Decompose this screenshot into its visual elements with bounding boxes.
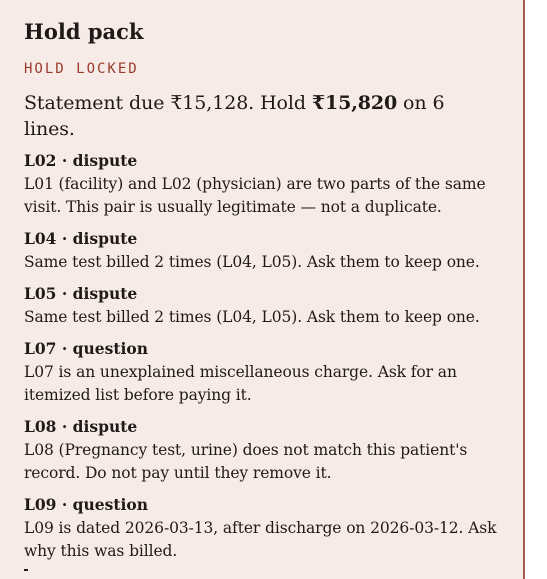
- clipped-content-edge: [24, 569, 28, 571]
- line-item: [24, 416, 499, 485]
- line-item-explanation: L09 is dated 2026-03-13, after discharge on 2026-03-12. Ask why this was billed.: [24, 519, 497, 560]
- line-item: [24, 338, 499, 407]
- hold-summary: [24, 90, 499, 142]
- line-item: [24, 283, 499, 329]
- line-item-heading: L04 · dispute: [24, 229, 138, 248]
- line-item-heading: L02 · dispute: [24, 151, 138, 170]
- line-item-explanation: L07 is an unexplained miscellaneous charge. Ask for an itemized list before paying it.: [24, 363, 457, 404]
- line-item: [24, 228, 499, 274]
- summary-suffix: on 6 lines.: [24, 92, 445, 140]
- line-item-heading: L09 · question: [24, 495, 149, 514]
- panel-title: Hold pack: [24, 19, 144, 44]
- line-item-heading: L05 · dispute: [24, 284, 138, 303]
- line-item-heading: L08 · dispute: [24, 417, 138, 436]
- line-item: [24, 150, 499, 219]
- line-item-explanation: L08 (Pregnancy test, urine) does not match this patient's record. Do not pay until they remove it.: [24, 441, 468, 482]
- line-item-heading: L07 · question: [24, 339, 149, 358]
- line-item-explanation: Same test billed 2 times (L04, L05). Ask them to keep one.: [24, 253, 480, 271]
- line-item-explanation: L01 (facility) and L02 (physician) are two parts of the same visit. This pair is usually legitimate — not a duplicate.: [24, 175, 486, 216]
- line-item-list: [24, 150, 499, 563]
- summary-prefix: Statement due ₹15,128. Hold: [24, 92, 312, 114]
- line-item: [24, 494, 499, 563]
- line-item-explanation: Same test billed 2 times (L04, L05). Ask them to keep one.: [24, 308, 480, 326]
- hold-amount: ₹15,820: [311, 92, 398, 114]
- status-badge: HOLD LOCKED: [24, 61, 139, 77]
